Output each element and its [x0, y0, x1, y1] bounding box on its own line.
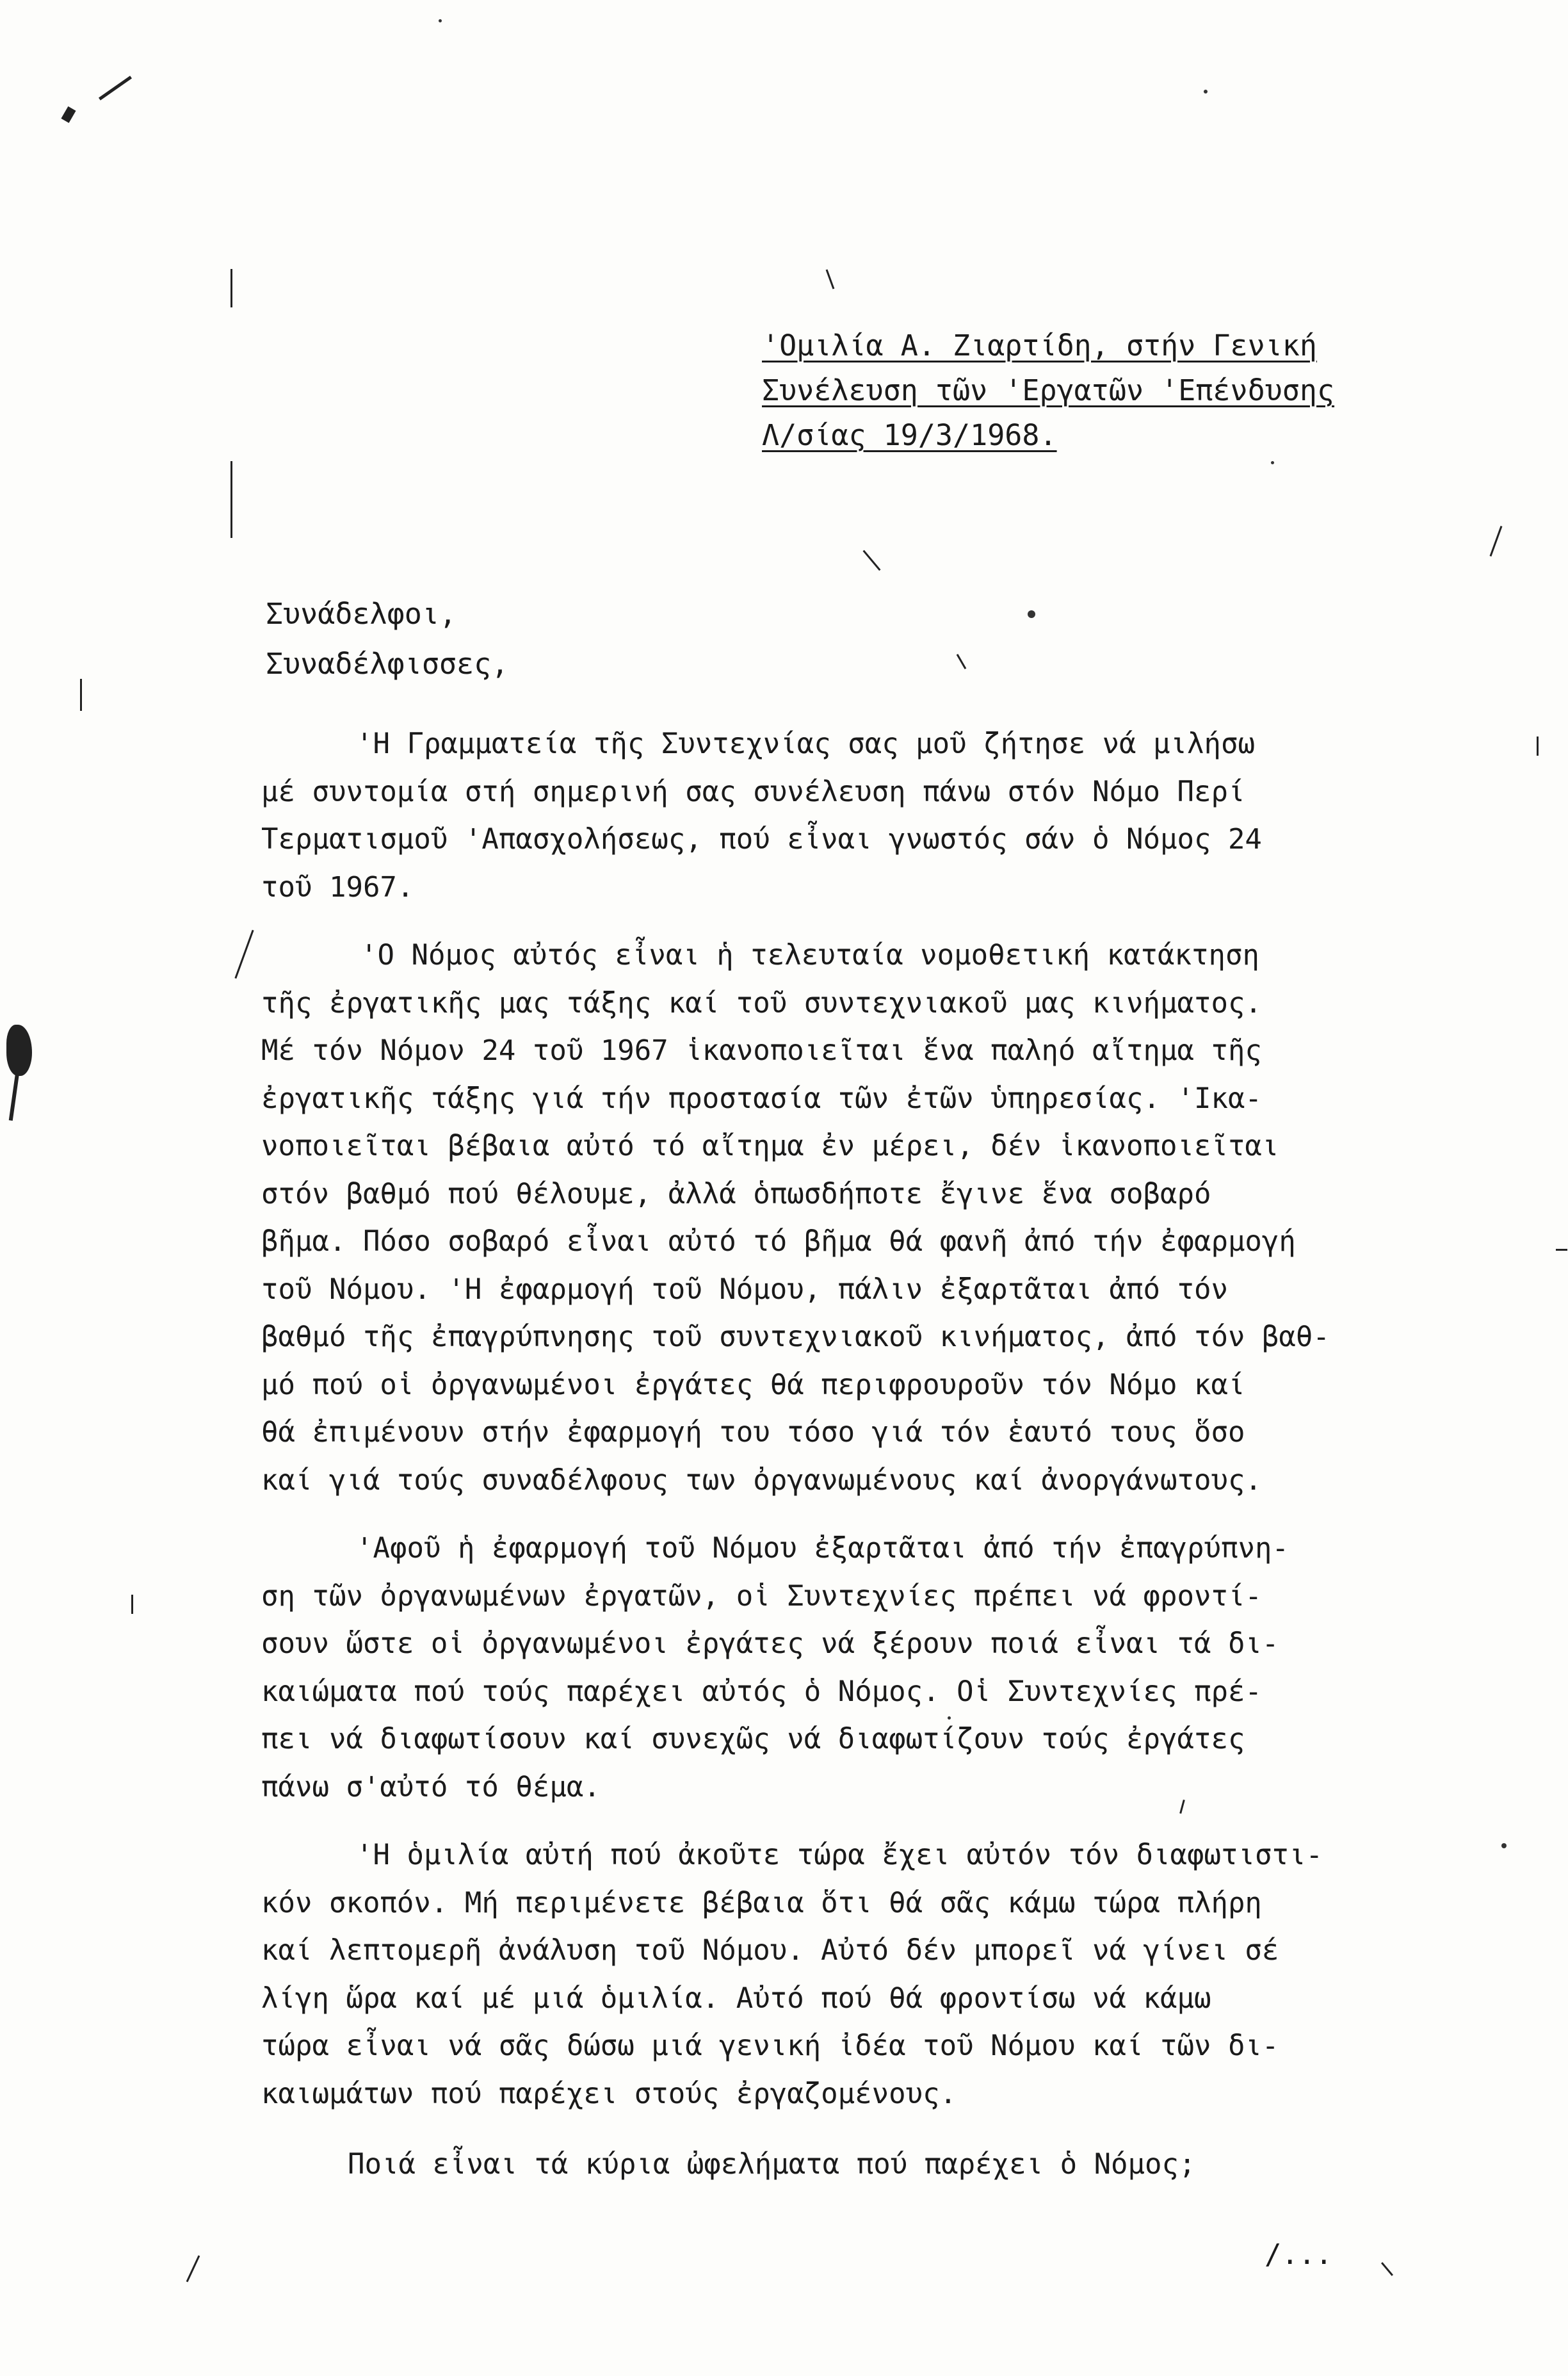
salutation [266, 589, 508, 689]
text-line: Ποιά εἶναι τά κύρια ὠφελήματα πού παρέχει ὁ Νόμος; [348, 2148, 1196, 2181]
scan-mark [826, 269, 835, 289]
text-line: λίγη ὥρα καί μέ μιά ὁμιλία. Αὐτό πού θά φροντίσω νά κάμω [261, 1981, 1211, 2015]
scan-mark [131, 1595, 133, 1614]
text-line: νοποιεῖται βέβαια αὐτό τό αἴτημα ἐν μέρει, δέν ἱκανοποιεῖται [261, 1130, 1279, 1162]
paragraph [261, 932, 1459, 1504]
text-line: κόν σκοπόν. Μή περιμένετε βέβαια ὅτι θά σᾶς κάμω τώρα πλήρη [261, 1886, 1262, 1919]
text-line: Μέ τόν Νόμον 24 τοῦ 1967 ἱκανοποιεῖται ἕνα παληό αἴτημα τῆς [261, 1034, 1262, 1067]
heading-line: Συνέλευση τῶν 'Εργατῶν 'Επένδυσης [762, 373, 1335, 407]
text-line: τῆς ἐργατικῆς μας τάξης καί τοῦ συντεχνιακοῦ μας κινήματος. [261, 986, 1262, 1020]
text-line: θά ἐπιμένουν στήν ἐφαρμογή του τόσο γιά τόν ἑαυτό τους ὅσο [261, 1416, 1245, 1449]
scan-speck [1501, 1843, 1507, 1848]
scan-mark [1381, 2262, 1393, 2276]
text-line: Τερματισμοῦ 'Απασχολήσεως, πού εἶναι γνωστός σάν ὁ Νόμος 24 [261, 823, 1262, 856]
text-line: καί γιά τούς συναδέλφους των ὀργανωμένους καί ἀνοργάνωτους. [261, 1463, 1262, 1497]
scan-mark [186, 2255, 200, 2282]
continuation-mark: /... [1265, 2238, 1332, 2271]
scan-mark [957, 654, 967, 669]
scan-mark [80, 679, 82, 711]
text-line: τοῦ 1967. [261, 870, 414, 904]
scan-mark [1537, 736, 1539, 756]
text-line: καί λεπτομερῆ ἀνάλυση τοῦ Νόμου. Αὐτό δέν μπορεῖ νά γίνει σέ [261, 1934, 1279, 1967]
text-line: καιώματα πού τούς παρέχει αὐτός ὁ Νόμος. Οἱ Συντεχνίες πρέ- [261, 1675, 1262, 1708]
text-line: στόν βαθμό πού θέλουμε, ἀλλά ὁπωσδήποτε ἔγινε ἕνα σοβαρό [261, 1177, 1211, 1210]
scan-mark [1490, 526, 1503, 557]
scan-mark [1556, 1249, 1567, 1251]
paragraph [261, 1832, 1459, 2118]
text-line: μό πού οἱ ὀργανωμένοι ἐργάτες θά περιφρουροῦν τόν Νόμο καί [261, 1368, 1245, 1401]
scan-mark [862, 550, 880, 571]
heading-line: Λ/σίας 19/3/1968. [762, 418, 1057, 452]
text-line: 'Η Γραμματεία τῆς Συντεχνίας σας μοῦ ζήτησε νά μιλήσω [356, 728, 1255, 760]
text-line: τώρα εἶναι νά σᾶς δώσω μιά γενική ἰδέα τοῦ Νόμου καί τῶν δι- [261, 2030, 1279, 2062]
paragraph [261, 720, 1459, 911]
scan-speck [1028, 610, 1035, 618]
scan-speck [439, 19, 442, 22]
paragraph [261, 2141, 1459, 2189]
scan-speck [1204, 90, 1208, 94]
scan-mark [230, 461, 232, 538]
scan-mark [99, 76, 132, 101]
document-heading [762, 323, 1441, 458]
document-body [261, 720, 1459, 2189]
text-line: 'Αφοῦ ἡ ἐφαρμογή τοῦ Νόμου ἐξαρτᾶται ἀπό τήν ἐπαγρύπνη- [356, 1532, 1289, 1565]
paragraph [261, 1525, 1459, 1811]
text-line: μέ συντομία στή σημερινή σας συνέλευση πάνω στόν Νόμο Περί [261, 775, 1245, 808]
text-line: πάνω σ'αὐτό τό θέμα. [261, 1770, 601, 1803]
text-line: ση τῶν ὀργανωμένων ἐργατῶν, οἱ Συντεχνίες πρέπει νά φροντί- [261, 1579, 1262, 1613]
scan-mark [234, 930, 254, 979]
text-line: πει νά διαφωτίσουν καί συνεχῶς νά διαφωτίζουν τούς ἐργάτες [261, 1723, 1245, 1755]
text-line: 'Η ὁμιλία αὐτή πού ἀκοῦτε τώρα ἔχει αὐτόν τόν διαφωτιστι- [356, 1839, 1323, 1871]
salutation-line: Συναδέλφισσες, [266, 647, 509, 681]
text-line: ἐργατικῆς τάξης γιά τήν προστασία τῶν ἐτῶν ὑπηρεσίας. 'Ικα- [261, 1082, 1262, 1115]
heading-line: 'Ομιλία Α. Ζιαρτίδη, στήν Γενική [762, 329, 1317, 362]
text-line: βῆμα. Πόσο σοβαρό εἶναι αὐτό τό βῆμα θά φανῆ ἀπό τήν ἐφαρμογή [261, 1225, 1296, 1258]
scan-speck [1271, 461, 1274, 464]
text-line: 'Ο Νόμος αὐτός εἶναι ἡ τελευταία νομοθετική κατάκτηση [360, 939, 1259, 972]
text-line: βαθμό τῆς ἐπαγρύπνησης τοῦ συντεχνιακοῦ κινήματος, ἀπό τόν βαθ- [261, 1321, 1330, 1353]
scan-mark [61, 106, 76, 123]
text-line: σουν ὥστε οἱ ὀργανωμένοι ἐργάτες νά ξέρουν ποιά εἶναι τά δι- [261, 1627, 1279, 1660]
text-line: τοῦ Νόμου. 'Η ἐφαρμογή τοῦ Νόμου, πάλιν ἐξαρτᾶται ἀπό τόν [261, 1273, 1228, 1306]
scan-mark [230, 269, 232, 307]
salutation-line: Συνάδελφοι, [266, 597, 457, 631]
text-line: καιωμάτων πού παρέχει στούς ἐργαζομένους. [261, 2077, 957, 2110]
